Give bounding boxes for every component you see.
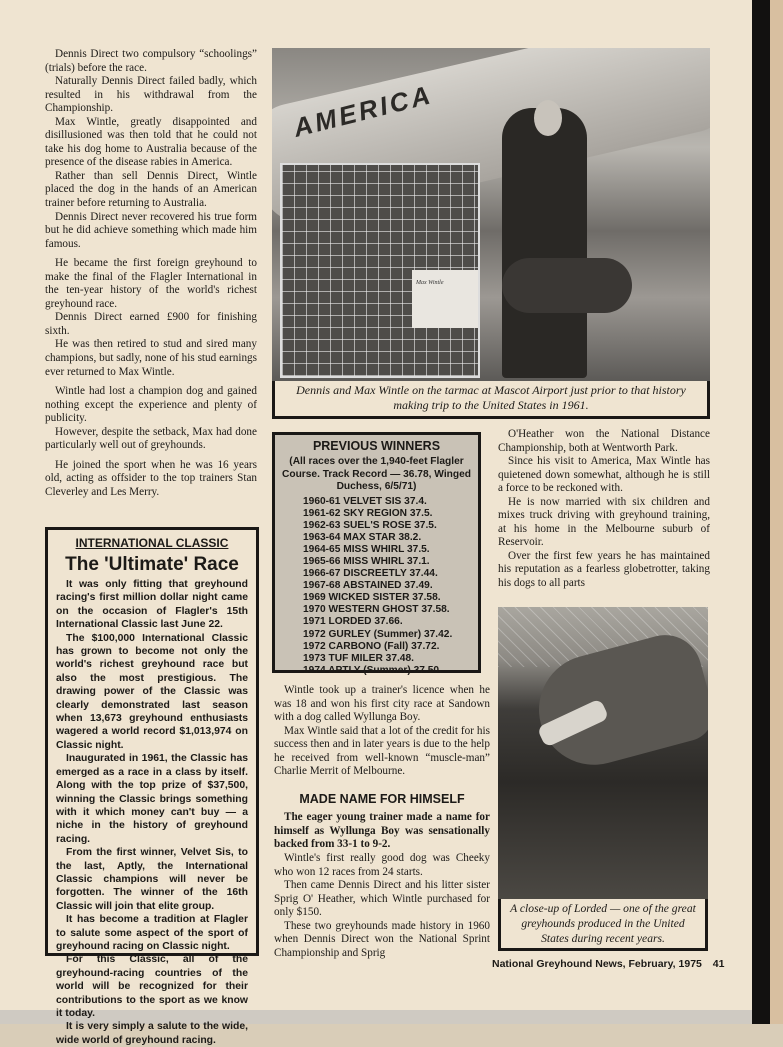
winner-entry: 1969 WICKED SISTER 37.58. <box>303 592 441 604</box>
paragraph: Dennis Direct never recovered his true form but he did achieve something which made him famous. <box>45 210 257 250</box>
winner-entry: 1970 WESTERN GHOST 37.58. <box>303 604 450 616</box>
winner-entry: 1966-67 DISCREETLY 37.44. <box>303 568 438 580</box>
paragraph: Max Wintle, greatly disappointed and disillusioned was then told that he could not take his dog home to Australia because of the presence of the disease rabies in America. <box>45 115 257 169</box>
winners-note: (All races over the 1,940-feet Flagler Course. Track Record — 36.78, Winged Duchess, 6/5/71) <box>281 456 471 492</box>
photo-airport-caption: Dennis and Max Wintle on the tarmac at Mascot Airport just prior to that history making trip to the United States in 1961. <box>272 381 710 419</box>
airplane-lettering: AMERICA <box>290 79 436 143</box>
paragraph: It is very simply a salute to the wide, wide world of greyhound racing. <box>56 1021 248 1046</box>
paragraph: Wintle had lost a champion dog and gained nothing except the experience and plenty of publicity. <box>45 385 257 425</box>
winner-entry: 1965-66 MISS WHIRL 37.1. <box>303 555 430 567</box>
paragraph: Max Wintle said that a lot of the credit for his success then and in later years is due to the help he received from well-known “muscle-man” Charlie Merrit of Melbourne. <box>274 724 490 778</box>
photo-lorded <box>498 607 708 899</box>
paragraph: Then came Dennis Direct and his litter sister Sprig O' Heather, which Wintle purchased for only $150. <box>274 879 490 919</box>
paragraph: From the first winner, Velvet Sis, to the last, Aptly, the International Classic champions will never be forgotten. The winner of the 16th Classic will join that elite group. <box>56 847 248 912</box>
sidebar-body <box>56 578 248 1047</box>
international-classic-sidebar <box>45 527 259 1046</box>
next-page-edge <box>770 0 783 1024</box>
paragraph: It has become a tradition at Flagler to salute some aspect of the sport of greyhound racing on Classic night. <box>56 914 248 952</box>
sidebar-title: The 'Ultimate' Race <box>65 554 239 575</box>
page-number: 41 <box>712 958 725 970</box>
section-heading: MADE NAME FOR HIMSELF <box>299 791 465 806</box>
crate-sign: Max Wintle <box>412 270 478 328</box>
page-footer <box>492 958 724 970</box>
photo-airport <box>272 48 710 381</box>
paragraph: However, despite the setback, Max had done particularly well out of greyhounds. <box>45 425 257 452</box>
article-column-2 <box>274 684 490 960</box>
paragraph: He joined the sport when he was 16 years old, acting as offsider to the top trainers Stan Cleverley and Les Merry. <box>45 458 257 498</box>
winner-entry: 1973 TUF MILER 37.48. <box>303 652 414 664</box>
paragraph: The $100,000 International Classic has grown to become not only the world's richest greyhound race but also the most prestigious. The drawing power of the Classic was clearly demonstrated last season when 13,673 greyhound enthusiasts wagered a world record $1,013,974 on Classic night. <box>56 632 248 751</box>
paragraph: Wintle took up a trainer's licence when he was 18 and won his first city race at Sandown with a dog called Wyllunga Boy. <box>274 684 490 724</box>
paragraph: Dennis Direct two compulsory “schoolings” (trials) before the race. <box>45 48 257 74</box>
paragraph: He became the first foreign greyhound to make the final of the Flagler International in the ten-year history of the world's richest greyhound race. <box>45 257 257 310</box>
winner-entry: 1972 CARBONO (Fall) 37.72. <box>303 640 440 652</box>
winner-entry: 1962-63 SUEL'S ROSE 37.5. <box>303 519 437 531</box>
previous-winners-box <box>272 432 481 676</box>
winner-entry: 1963-64 MAX STAR 38.2. <box>303 531 422 543</box>
paragraph: These two greyhounds made history in 1960 when Dennis Direct won the National Sprint Championship and Sprig <box>274 919 490 959</box>
paragraph: O'Heather won the National Distance Championship, both at Wentworth Park. <box>498 428 710 454</box>
greyhound-figure <box>502 258 632 313</box>
winner-entry: 1964-65 MISS WHIRL 37.5. <box>303 543 430 555</box>
lead-paragraph: The eager young trainer made a name for himself as Wyllunga Boy was sensationally backed from 33-1 to 9-2. <box>274 811 490 851</box>
man-head <box>534 100 562 136</box>
winners-list <box>281 496 472 677</box>
winner-entry: 1974 APTLY (Summer) 37.50. <box>303 664 442 676</box>
winner-entry: 1971 LORDED 37.66. <box>303 616 403 628</box>
paragraph: He is now married with six children and mixes truck driving with greyhound training, at his home in the Melbourne suburb of Reservoir. <box>498 495 710 549</box>
publication-line: National Greyhound News, February, 1975 <box>492 958 702 970</box>
winner-entry: 1961-62 SKY REGION 37.5. <box>303 507 433 519</box>
paragraph: It was only fitting that greyhound racing's first million dollar night came on the occasion of Flagler's 15th International Classic last June 22. <box>56 579 248 631</box>
paragraph: Inaugurated in 1961, the Classic has emerged as a race in a class by itself. Along with the top prize of $37,500, winning the Classic brings something with it which money can't buy — a niche in the history of greyhound racing. <box>56 753 248 845</box>
winners-title: PREVIOUS WINNERS <box>312 439 441 453</box>
winner-entry: 1960-61 VELVET SIS 37.4. <box>303 495 427 507</box>
man-figure <box>502 108 587 378</box>
paragraph: Naturally Dennis Direct failed badly, which resulted in his withdrawal from the Championship. <box>45 75 257 115</box>
article-column-1 <box>45 48 257 500</box>
sidebar-kicker: INTERNATIONAL CLASSIC <box>75 536 229 550</box>
paragraph: Over the first few years he has maintained his reputation as a fearless globetrotter, taking his dogs to all parts <box>498 549 710 590</box>
paragraph: Dennis Direct earned £900 for finishing sixth. <box>45 311 257 337</box>
winner-entry: 1972 GURLEY (Summer) 37.42. <box>303 628 453 640</box>
binding-shadow <box>752 0 770 1024</box>
photo-lorded-caption: A close-up of Lorded — one of the great greyhounds produced in the United States during recent years. <box>498 899 708 951</box>
paragraph: Rather than sell Dennis Direct, Wintle placed the dog in the hands of an American trainer before returning to Australia. <box>45 169 257 210</box>
paragraph: He was then retired to stud and sired many champions, but sadly, none of his stud earnings ever returned to Max Wintle. <box>45 338 257 378</box>
article-column-3 <box>498 428 710 591</box>
paragraph: For this Classic, all of the greyhound-racing countries of the world will be recognized for their contributions to the sport as we know it today. <box>56 954 248 1019</box>
paragraph: Wintle's first really good dog was Cheeky who won 12 races from 24 starts. <box>274 852 490 878</box>
paragraph: Since his visit to America, Max Wintle has quietened down somewhat, although he is still a force to be reckoned with. <box>498 455 710 495</box>
winner-entry: 1967-68 ABSTAINED 37.49. <box>303 580 433 592</box>
